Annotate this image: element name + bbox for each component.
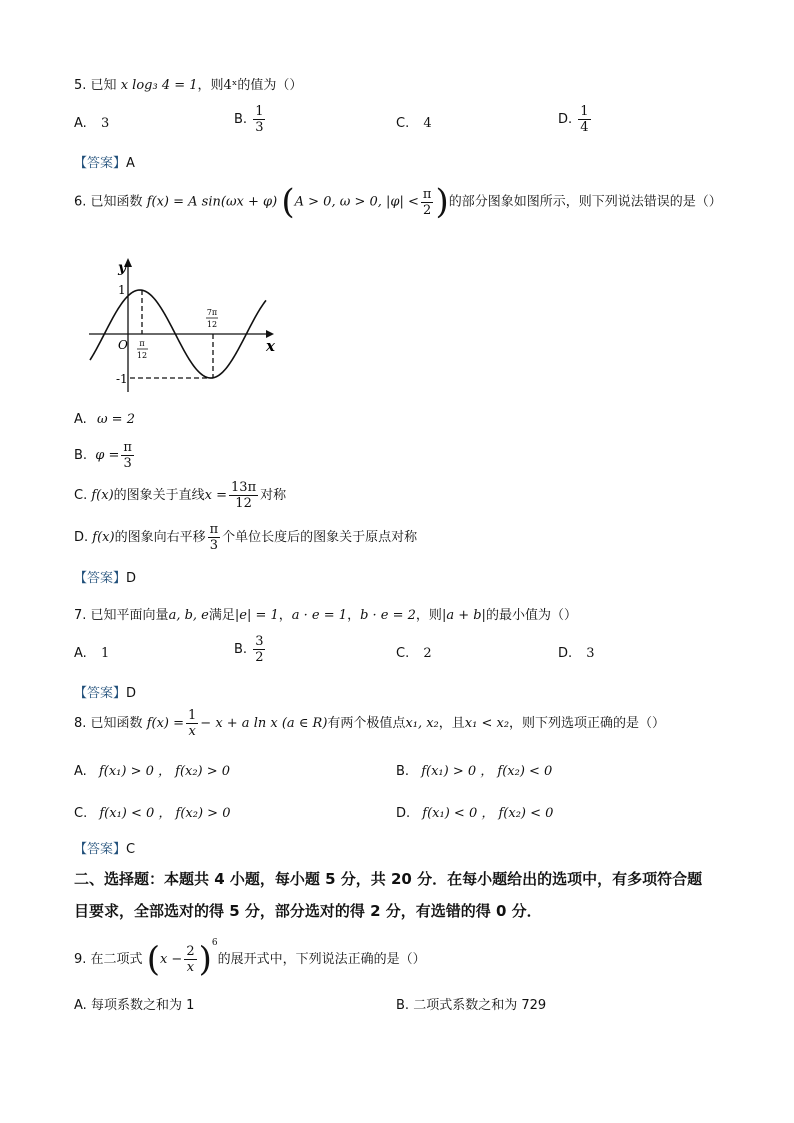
q5-option-b-label: B. <box>234 112 248 127</box>
frac-den: 2 <box>255 650 264 665</box>
q6-option-b <box>74 440 136 471</box>
q5-option-d-label: D. <box>558 112 573 127</box>
q9-option-b-label: B. <box>396 998 410 1013</box>
q9-frac <box>184 944 196 975</box>
q9-pre: 在二项式 <box>90 952 143 967</box>
q8-ineq: x₁ < x₂ <box>464 716 510 731</box>
q8-points: x₁, x₂ <box>405 716 439 731</box>
answer-key-label: 【答案】 <box>74 686 127 701</box>
q6-option-b-label: B. <box>74 448 88 463</box>
q6-option-d-label: D. <box>74 530 89 545</box>
q8-mid2: ，且 <box>438 716 465 731</box>
q6-option-d-text2: 个单位长度后的图象关于原点对称 <box>222 530 418 545</box>
q9-number: 9. <box>74 952 87 967</box>
q8-option-c <box>74 802 230 821</box>
section2-heading-line1: 二、选择题：本题共 4 小题，每小题 5 分，共 20 分．在每小题给出的选项中，有多项符合题 <box>74 870 703 888</box>
q6-answer <box>74 567 136 586</box>
frac-num: 3 <box>255 634 264 649</box>
right-paren: ) <box>435 182 449 222</box>
q5-option-c <box>396 116 432 131</box>
left-paren: ( <box>281 182 295 222</box>
q5-condition: x log₃ 4 = 1 <box>120 78 198 93</box>
q6-option-c-text2: 对称 <box>260 488 287 503</box>
q7-sep-1: ， <box>278 608 292 623</box>
q7-vectors: a, b, e <box>168 608 209 623</box>
q6-post: 的部分图象如图所示，则下列说法错误的是（） <box>448 194 722 210</box>
q9-option-a-label: A. <box>74 998 87 1013</box>
q6-option-c-func: f(x) <box>91 488 114 503</box>
q7-option-a-value: 1 <box>100 646 110 661</box>
q6-stem <box>74 182 722 222</box>
q5-answer <box>74 152 135 171</box>
q5-option-d-frac <box>578 104 590 135</box>
q9-option-a-text: 每项系数之和为 1 <box>90 998 195 1013</box>
q6-option-a <box>74 412 135 427</box>
q5-option-c-value: 4 <box>423 116 432 131</box>
q9-stem <box>74 938 426 980</box>
frac-num: π <box>209 522 219 537</box>
q7-option-a-label: A. <box>74 646 87 661</box>
q7-answer <box>74 682 136 701</box>
q6-answer-value: D <box>126 571 137 586</box>
x2-den: 12 <box>206 320 218 329</box>
q6-number: 6. <box>74 194 87 210</box>
q5-option-b-frac <box>253 104 265 135</box>
q7-sep-2: ， <box>347 608 361 623</box>
q5-number: 5. <box>74 78 87 93</box>
frac-den: 3 <box>255 120 264 135</box>
q6-option-b-frac <box>121 440 134 471</box>
q8-option-c-value: f(x₁) < 0 ， f(x₂) > 0 <box>99 806 231 821</box>
section2-heading-line2: 目要求，全部选对的得 5 分，部分选对的得 2 分，有选错的得 0 分． <box>74 902 542 920</box>
q8-pre: 已知函数 <box>90 716 143 731</box>
x-axis-label: x <box>266 337 275 355</box>
q6-pre: 已知函数 <box>90 194 143 210</box>
q6-graph <box>84 252 284 394</box>
frac-den: 12 <box>235 496 252 511</box>
answer-key-label: 【答案】 <box>74 842 127 857</box>
answer-key-label: 【答案】 <box>74 156 127 171</box>
q6-option-c-lhs: x = <box>204 488 228 503</box>
frac-num: π <box>422 186 432 202</box>
frac-num: 13π <box>231 480 257 495</box>
y-axis-label: y <box>118 260 127 276</box>
q8-answer-value: C <box>126 842 136 857</box>
q5-mid: ，则 <box>197 78 224 93</box>
q5-option-b <box>234 104 267 135</box>
q8-option-a-value: f(x₁) > 0 ， f(x₂) > 0 <box>98 764 231 779</box>
x1-num: π <box>139 339 145 348</box>
q7-option-c <box>396 646 432 661</box>
q6-option-c-text1: 的图象关于直线 <box>113 488 205 503</box>
q6-cond: A > 0, ω > 0, |φ| < <box>294 194 419 210</box>
q5-pre: 已知 <box>90 78 117 93</box>
q9-option-b <box>396 994 546 1013</box>
q6-option-d-text1: 的图象向右平移 <box>114 530 206 545</box>
y-max-label: 1 <box>118 283 126 297</box>
q7-cond-1: |e| = 1 <box>234 608 279 623</box>
q7-option-c-label: C. <box>396 646 410 661</box>
q5-option-a <box>74 116 109 131</box>
q9-option-a <box>74 994 194 1013</box>
x2-num: 7π <box>206 308 218 317</box>
q6-cond-frac <box>421 187 434 218</box>
frac-den: x <box>188 724 196 739</box>
q9-post: 的展开式中，下列说法正确的是（） <box>217 952 426 967</box>
q8-option-b-value: f(x₁) > 0 ， f(x₂) < 0 <box>421 764 553 779</box>
q7-option-b <box>234 634 267 665</box>
frac-den: 3 <box>123 456 132 471</box>
q8-rest: − x + a ln x (a ∈ R) <box>200 716 328 731</box>
q7-mid: ，则 <box>415 608 442 623</box>
x1-den: 12 <box>136 351 148 360</box>
q7-option-b-frac <box>253 634 265 665</box>
q7-option-d-label: D. <box>558 646 573 661</box>
q8-frac <box>186 708 198 739</box>
y-min-label: -1 <box>116 372 128 386</box>
q7-option-d-value: 3 <box>586 646 595 661</box>
frac-num: 2 <box>186 944 195 959</box>
q8-post: ，则下列选项正确的是（） <box>509 716 666 731</box>
frac-den: 3 <box>209 538 219 553</box>
q8-number: 8. <box>74 716 87 731</box>
q6-option-d-frac <box>208 522 221 553</box>
answer-key-label: 【答案】 <box>74 571 127 586</box>
q6-option-a-label: A. <box>74 412 87 427</box>
q5-post: 的值为（） <box>237 78 303 93</box>
frac-num: 1 <box>255 104 264 119</box>
q7-pre: 已知平面向量 <box>90 608 169 623</box>
frac-num: π <box>123 440 132 455</box>
q5-option-d <box>558 104 593 135</box>
q5-stem <box>74 74 302 93</box>
q8-lhs: f(x) = <box>146 716 185 731</box>
left-paren: ( <box>146 939 160 980</box>
q8-answer <box>74 838 135 857</box>
q8-option-d-label: D. <box>396 806 411 821</box>
q6-option-c-frac <box>229 480 258 511</box>
q8-option-a-label: A. <box>74 764 87 779</box>
q8-option-d <box>396 802 553 821</box>
frac-num: 1 <box>580 104 589 119</box>
frac-den: 4 <box>580 120 589 135</box>
q5-option-a-label: A. <box>74 116 87 131</box>
q7-stem <box>74 604 577 623</box>
q7-post: 的最小值为（） <box>485 608 577 623</box>
q8-stem <box>74 708 665 739</box>
q7-number: 7. <box>74 608 87 623</box>
q8-mid: 有两个极值点 <box>327 716 406 731</box>
frac-den: x <box>186 960 195 975</box>
q7-answer-value: D <box>126 686 137 701</box>
q5-expr: 4ˣ <box>223 78 238 93</box>
q6-option-b-lhs: φ = <box>95 448 120 463</box>
q6-option-d-func: f(x) <box>92 530 115 545</box>
q6-option-d <box>74 522 417 553</box>
q8-option-b <box>396 760 552 779</box>
frac-num: 1 <box>188 708 197 723</box>
q5-option-c-label: C. <box>396 116 410 131</box>
q7-option-a <box>74 646 109 661</box>
q7-option-d <box>558 646 595 661</box>
q9-inner-lhs: x − <box>159 952 183 967</box>
q6-func: f(x) = A sin(ωx + φ) <box>146 194 278 210</box>
q9-option-b-text: 二项式系数之和为 729 <box>413 998 547 1013</box>
q8-option-a <box>74 760 230 779</box>
q7-option-c-value: 2 <box>423 646 432 661</box>
q8-option-d-value: f(x₁) < 0 ， f(x₂) < 0 <box>422 806 554 821</box>
q6-option-a-text: ω = 2 <box>96 412 135 427</box>
q8-option-c-label: C. <box>74 806 88 821</box>
q9-power: 6 <box>211 938 218 948</box>
q7-cond-text: 满足 <box>208 608 235 623</box>
q7-option-b-label: B. <box>234 642 248 657</box>
q8-option-b-label: B. <box>396 764 410 779</box>
q6-option-c-label: C. <box>74 488 88 503</box>
q6-option-c <box>74 480 286 511</box>
q7-cond-3: b · e = 2 <box>360 608 416 623</box>
q5-option-a-value: 3 <box>100 116 110 131</box>
frac-den: 2 <box>423 202 432 218</box>
q7-cond-2: a · e = 1 <box>291 608 348 623</box>
origin-label: O <box>118 338 128 352</box>
q5-answer-value: A <box>126 156 135 171</box>
right-paren: ) <box>198 939 212 980</box>
q7-expr: |a + b| <box>441 608 486 623</box>
